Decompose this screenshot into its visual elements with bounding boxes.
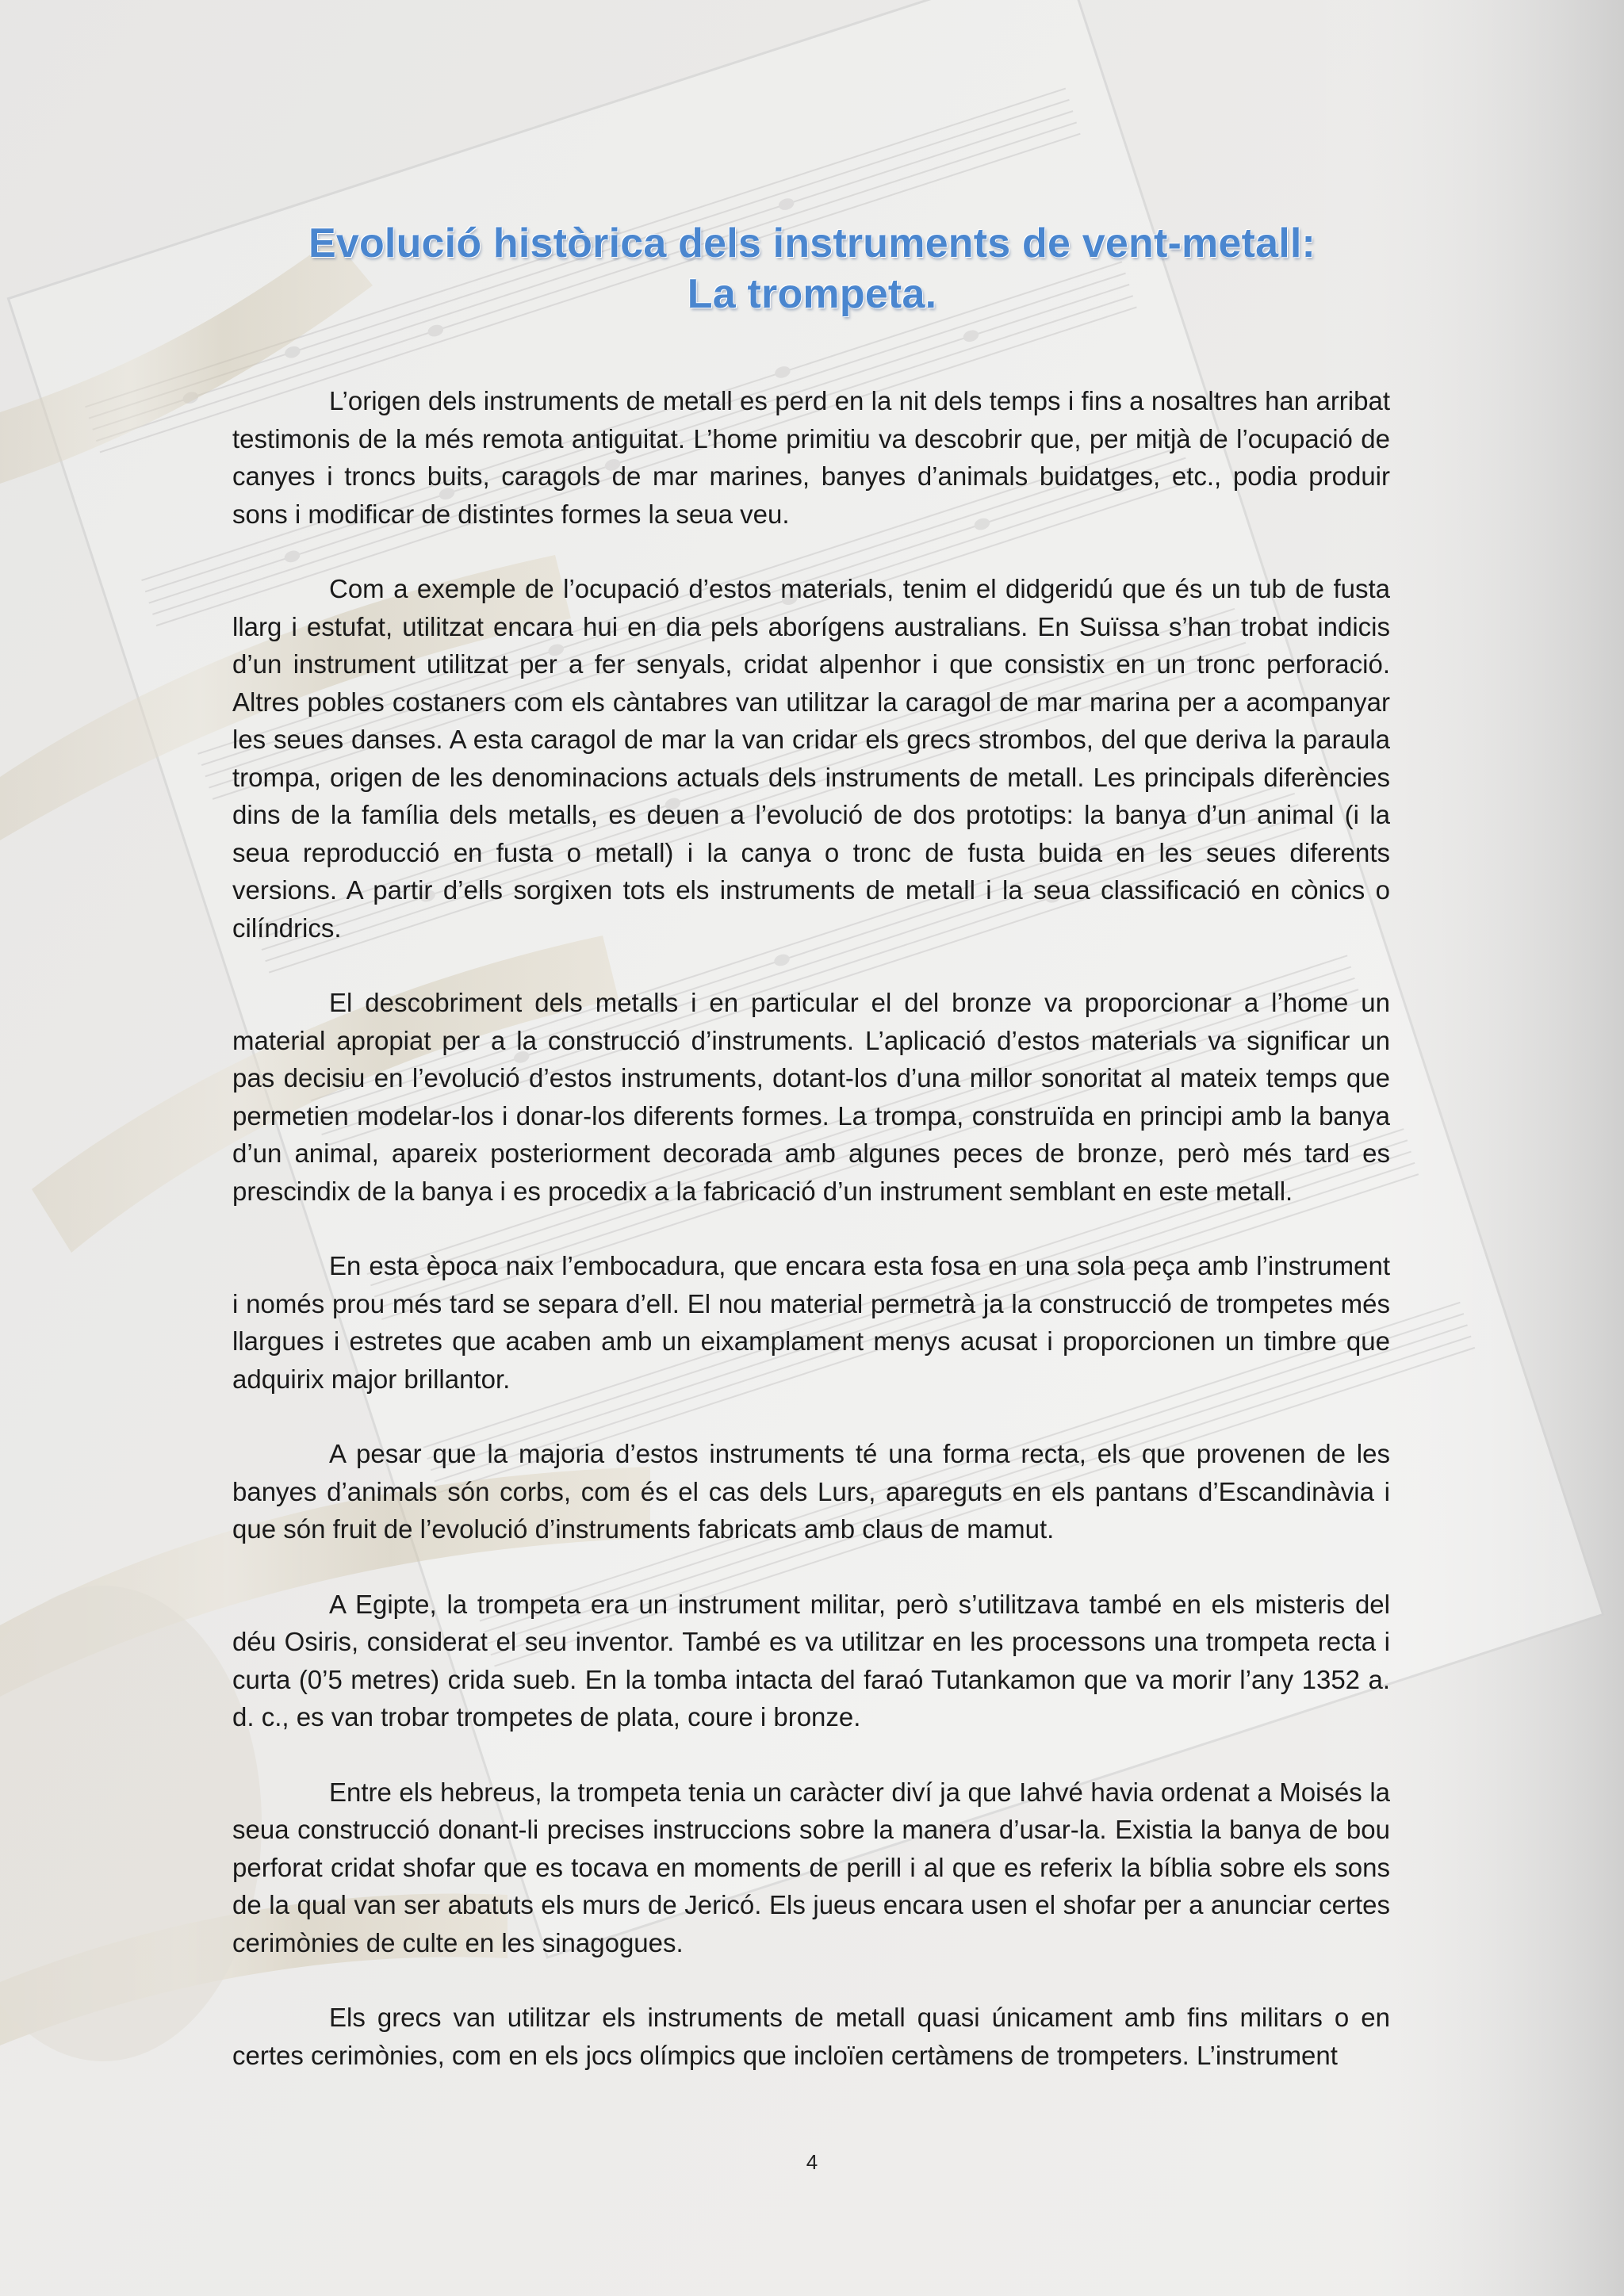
paragraph: El descobriment dels metalls i en particular el del bronze va proporcionar a l’home un material apropiat per a la construcció d’instruments. L’aplicació d’estos materials va significar un pas decisiu en l’evolució d’estos instruments, dotant-los d’una millor sonoritat al mateix temps que permetien modelar-los i donar-los diferents formes. La trompa, construïda en principi amb la banya d’un animal, apareix posteriorment decorada amb algunes peces de bronze, però més tard es prescindix de la banya i es procedix a la fabricació d’un instrument semblant en este metall. <box>232 988 1390 1206</box>
paragraph: L’origen dels instruments de metall es perd en la nit dels temps i fins a nosaltres han arribat testimonis de la més remota antiguitat. L’home primitiu va descobrir que, per mitjà de l’ocupació de canyes i troncs buits, caragols de mar marines, banyes d’animals buidatges, etc., podia produir sons i modificar de distintes formes la seua veu. <box>232 386 1390 529</box>
title-line-2: La trompeta. <box>687 270 937 317</box>
title-line-1: Evolució històrica dels instruments de vent-metall: <box>308 220 1316 266</box>
paragraph: Els grecs van utilitzar els instruments de metall quasi únicament amb fins militars o en certes cerimònies, com en els jocs olímpics que incloïen certàmens de trompeters. L’instrument <box>232 2003 1390 2070</box>
page-title <box>0 218 1624 320</box>
paragraph: A Egipte, la trompeta era un instrument militar, però s’utilitzava també en els misteris del déu Osiris, considerat el seu inventor. També es va utilitzar en les processons una trompeta recta i curta (0’5 metres) crida sueb. En la tomba intacta del faraó Tutankamon que va morir l’any 1352 a. d. c., es van trobar trompetes de plata, coure i bronze. <box>232 1589 1390 1732</box>
paragraph: A pesar que la majoria d’estos instruments té una forma recta, els que provenen de les banyes d’animals són corbs, com és el cas dels Lurs, apareguts en els pantans d’Escandinàvia i que són fruit de l’evolució d’instruments fabricats amb claus de mamut. <box>232 1439 1390 1544</box>
paragraph: En esta època naix l’embocadura, que encara esta fosa en una sola peça amb l’instrument i només prou més tard se separa d’ell. El nou material permetrà ja la construcció de trompetes més llargues i estretes que acaben amb un eixamplament menys acusat i proporcionen un timbre que adquirix major brillantor. <box>232 1251 1390 1394</box>
paragraph: Com a exemple de l’ocupació d’estos materials, tenim el didgeridú que és un tub de fusta llarg i estufat, utilitzat encara hui en dia pels aborígens australians. En Suïssa s’han trobat indicis d’un instrument utilitzat per a fer senyals, cridat alpenhor i que consistix en un tronc perforació. Altres pobles costaners com els càntabres van utilitzar la caragol de mar marina per a acompanyar les seues danses. A esta caragol de mar la van cridar els grecs strombos, del que deriva la paraula trompa, origen de les denominacions actuals dels instruments de metall. Les principals diferències dins de la família dels metalls, es deuen a l’evolució de dos prototips: la banya d’un animal (i la seua reproducció en fusta o metall) i la canya o tronc de fusta buida en les seues diferents versions. A partir d’ells sorgixen tots els instruments de metall i la seua classificació en cònics o cilíndrics. <box>232 574 1390 943</box>
body-text <box>232 382 1390 2074</box>
paragraph: Entre els hebreus, la trompeta tenia un caràcter diví ja que Iahvé havia ordenat a Moisés la seua construcció donant-li precises instruccions sobre la manera d’usar-la. Existia la banya de bou perforat cridat shofar que es tocava en moments de perill i al que es referix la bíblia sobre els sons de la qual van ser abatuts els murs de Jericó. Els jueus encara usen el shofar per a anunciar certes cerimònies de culte en les sinagogues. <box>232 1777 1390 1957</box>
page-number: 4 <box>806 2150 818 2174</box>
